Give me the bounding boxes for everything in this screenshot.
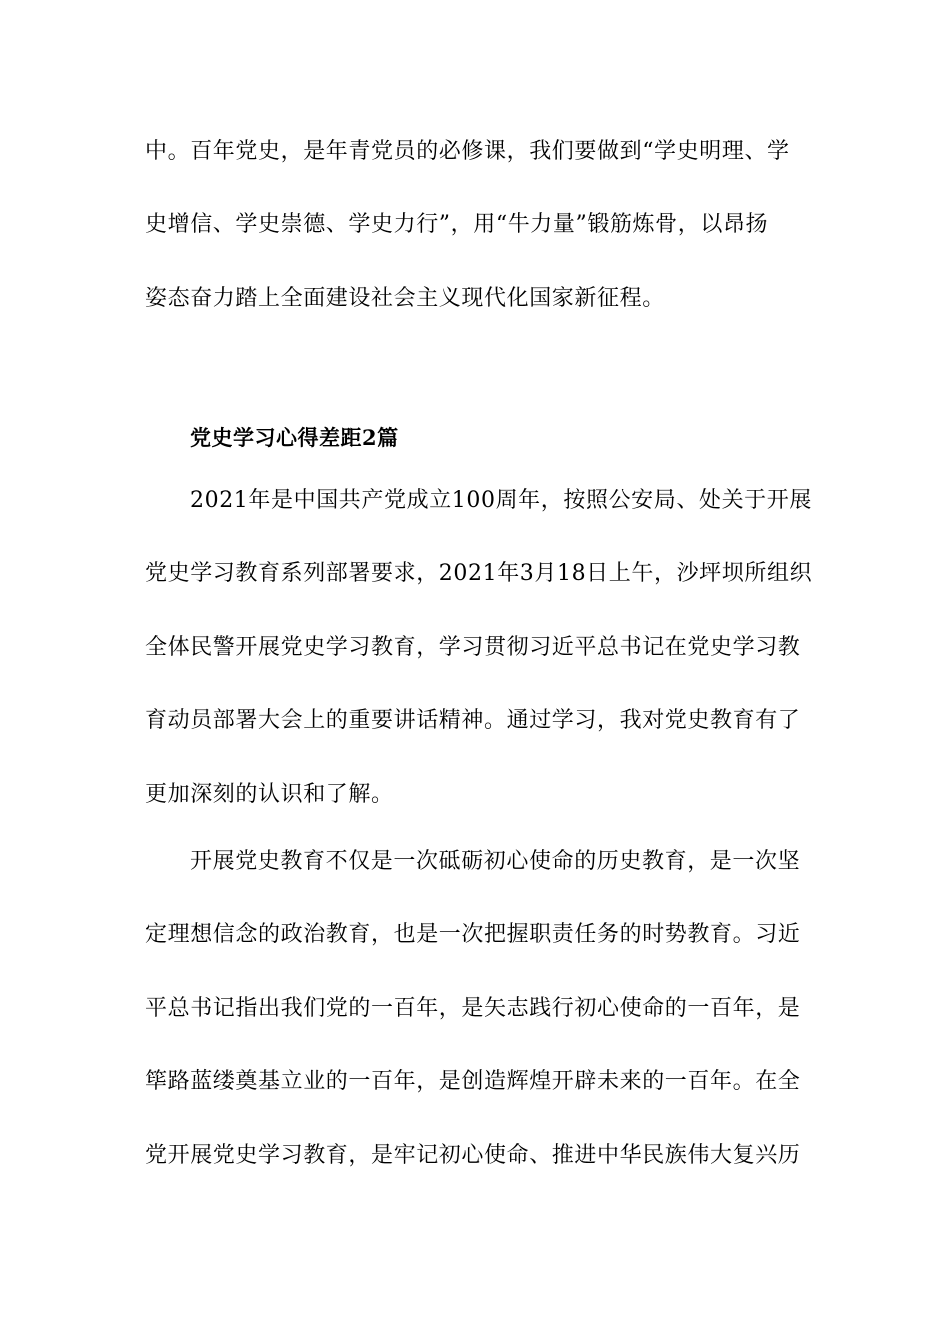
section-heading: 党史学习心得差距2篇 bbox=[190, 425, 399, 450]
paragraph-2-line-2: 定理想信念的政治教育，也是一次把握职责任务的时势教育。习近 bbox=[145, 922, 801, 947]
paragraph-1-line-2: 党史学习教育系列部署要求，2021年3月18日上午，沙坪坝所组织 bbox=[145, 561, 813, 586]
paragraph-1-line-3: 全体民警开展党史学习教育，学习贯彻习近平总书记在党史学习教 bbox=[145, 635, 801, 660]
paragraph-2-line-1: 开展党史教育不仅是一次砥砺初心使命的历史教育，是一次坚 bbox=[190, 849, 801, 874]
paragraph-2-line-4: 筚路蓝缕奠基立业的一百年，是创造辉煌开辟未来的一百年。在全 bbox=[145, 1069, 801, 1094]
paragraph-2-line-5: 党开展党史学习教育，是牢记初心使命、推进中华民族伟大复兴历 bbox=[145, 1143, 801, 1168]
intro-line-2: 史增信、学史崇德、学史力行”，用“牛力量”锻筋炼骨，以昂扬 bbox=[145, 212, 769, 237]
paragraph-1-line-5: 更加深刻的认识和了解。 bbox=[145, 782, 394, 807]
paragraph-1-line-4: 育动员部署大会上的重要讲话精神。通过学习，我对党史教育有了 bbox=[145, 708, 801, 733]
paragraph-1-line-1: 2021年是中国共产党成立100周年，按照公安局、处关于开展 bbox=[190, 488, 812, 513]
paragraph-2-line-3: 平总书记指出我们党的一百年，是矢志践行初心使命的一百年，是 bbox=[145, 996, 801, 1021]
intro-line-3: 姿态奋力踏上全面建设社会主义现代化国家新征程。 bbox=[145, 286, 665, 311]
intro-line-1: 中。百年党史，是年青党员的必修课，我们要做到“学史明理、学 bbox=[145, 139, 790, 164]
